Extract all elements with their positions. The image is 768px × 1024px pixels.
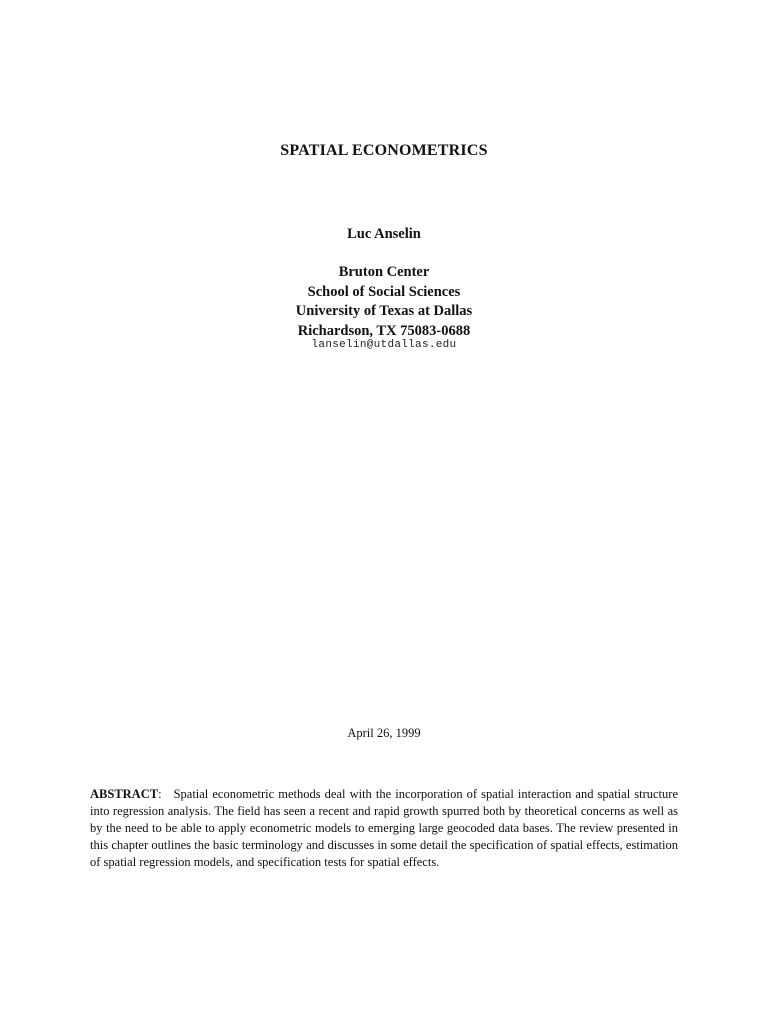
paper-date: April 26, 1999 [347, 726, 421, 740]
author-name: Luc Anselin [347, 226, 421, 242]
abstract-label: ABSTRACT [90, 787, 159, 801]
paper-title: SPATIAL ECONOMETRICS [280, 142, 488, 159]
abstract-paragraph [90, 786, 678, 871]
author-email: lanselin@utdallas.edu [311, 339, 457, 351]
abstract-text: Spatial econometric methods deal with the incorporation of spatial interaction and spatial structure into regression analysis. The field has seen a recent and rapid growth spurred both by theoretical concerns as well as by the need to be able to apply econometric models to emerging large geocoded data bases. The review presented in this chapter outlines the basic terminology and discusses in some detail the specification of spatial effects, estimation of spatial regression models, and specification tests for spatial effects. [90, 787, 678, 869]
affiliation-line: Richardson, TX 75083-0688 [297, 322, 471, 339]
author-affiliation [0, 263, 768, 341]
affiliation-line: Bruton Center [338, 264, 430, 280]
abstract-colon: : [158, 787, 162, 801]
affiliation-line: University of Texas at Dallas [295, 303, 473, 319]
affiliation-line: School of Social Sciences [307, 283, 461, 300]
